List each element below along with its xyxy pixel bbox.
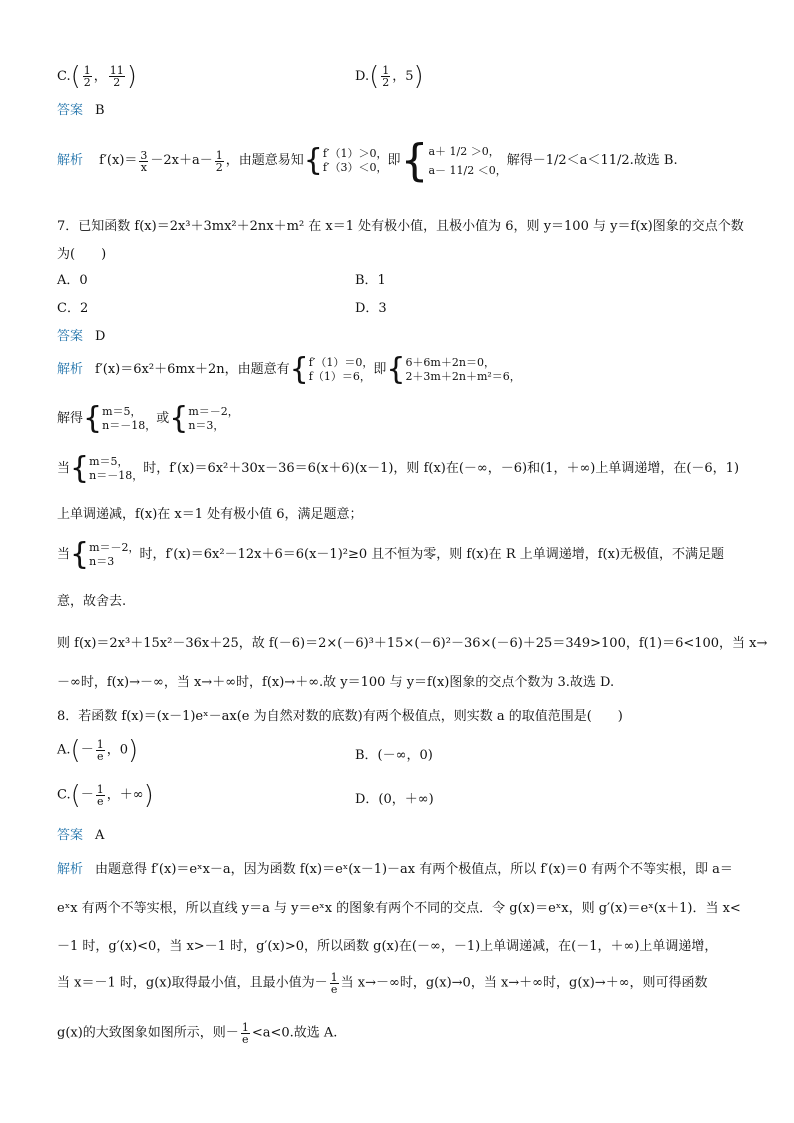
paren: (	[70, 61, 81, 92]
numerator: 1	[215, 148, 223, 162]
denominator: e	[96, 750, 104, 763]
option-label: C.	[57, 787, 71, 803]
brace: {	[303, 143, 323, 178]
equation: 2＋3m＋2n＋m²＝6，	[405, 370, 521, 383]
answer-value: B	[95, 103, 105, 118]
q7-analysis-line6: 意，故舍去.	[57, 594, 127, 609]
option-label: D.	[355, 69, 370, 84]
value: 5	[405, 69, 414, 84]
q7-analysis-line4: 上单调递减，f(x)在 x＝1 处有极小值 6，满足题意；	[57, 507, 363, 522]
equation-system	[309, 356, 374, 384]
numerator: 11	[109, 64, 124, 77]
text: 时，f′(x)＝6x²－12x＋6＝6(x－1)²≥0 且不恒为零，则 f(x)在 R 上单调递增，f(x)无极值，不满足题	[139, 547, 725, 562]
q7-option-d: D．3	[355, 301, 387, 316]
equation: m＝－2，	[188, 405, 239, 418]
paren: )	[127, 735, 139, 766]
text: g(x)的大致图象如图所示，则－	[57, 1025, 239, 1041]
q8-answer	[57, 826, 104, 846]
brace: {	[169, 401, 189, 436]
text: 或	[156, 411, 170, 426]
fraction	[109, 65, 125, 88]
analysis-label: 解析	[57, 153, 84, 168]
equation-system	[89, 541, 139, 569]
equation: n＝－18，	[89, 469, 144, 482]
brace: {	[400, 135, 429, 186]
analysis-label: 解析	[57, 862, 84, 877]
brace: {	[289, 352, 309, 387]
paren: (	[369, 61, 380, 92]
equation: m＝5，	[89, 455, 129, 468]
q6-option-c: C.( $\frac{1}{2}$ ， $\frac{11}{2}$ )	[57, 61, 137, 92]
q8-analysis-line1	[57, 860, 733, 880]
text: 由题意得 f′(x)＝eˣx－a，因为函数 f(x)＝eˣ(x－1)－ax 有两个极值点，所以 f′(x)＝0 有两个不等实根，即 a＝	[95, 862, 733, 877]
equation: f（1）＝6，	[308, 370, 371, 383]
text: －2x＋a－	[150, 153, 213, 168]
numerator: 1	[330, 971, 338, 984]
denominator: e	[97, 795, 104, 808]
equation: n＝3，	[188, 419, 225, 432]
q7-answer	[57, 327, 105, 347]
option-label: A.	[57, 742, 71, 758]
text: ，由题意易知	[225, 153, 304, 168]
equation: n＝－18，	[102, 419, 157, 432]
brace: {	[83, 401, 103, 436]
equation: f′（3）＜0，	[322, 161, 388, 174]
equation: f′（1）＝0，	[308, 356, 374, 369]
equation: a－ 11/2 ＜0，	[428, 164, 507, 177]
text: .故选 B.	[629, 153, 678, 168]
value: 1/2	[545, 153, 567, 168]
text: 当	[57, 461, 71, 476]
equation-system	[323, 147, 388, 175]
fraction	[83, 65, 92, 88]
fraction	[381, 65, 390, 88]
numerator: 1	[382, 64, 390, 77]
equation-system	[188, 405, 238, 433]
q8-analysis-line2: eˣx 有两个不等实根，所以直线 y＝a 与 y＝eˣx 的图象有两个不同的交点．令 g(x)＝eˣx，则 g′(x)＝eˣ(x＋1)．当 x<	[57, 901, 741, 916]
q7-analysis-line7: 则 f(x)＝2x³＋15x²－36x＋25，故 f(－6)＝2×(－6)³＋15×(－6)²－36×(－6)＋25＝349>100，f(1)＝6<100，当 x→	[57, 636, 768, 651]
answer-label: 答案	[57, 329, 84, 344]
text: 解得	[57, 411, 84, 426]
text: ，0	[106, 742, 128, 758]
q8-stem: 8．若函数 f(x)＝(x－1)eˣ－ax(e 为自然对数的底数)有两个极值点，则实数 a 的取值范围是( )	[57, 709, 623, 724]
q7-analysis-line8: －∞时，f(x)→－∞，当 x→＋∞时，f(x)→＋∞.故 y＝100 与 y＝f(x)图象的交点个数为 3.故选 D.	[57, 675, 615, 690]
denominator: 2	[215, 160, 223, 174]
q7-option-a: A．0	[57, 273, 88, 288]
q7-stem-line2: 为( )	[57, 247, 107, 262]
q8-analysis-line4	[57, 972, 708, 1008]
fraction	[96, 739, 105, 762]
text: 即	[373, 362, 387, 377]
q7-analysis-line5	[57, 537, 725, 575]
fraction	[139, 150, 148, 173]
q8-option-c: C.(－ $\frac{1}{e}$ ，＋∞)	[57, 780, 154, 811]
q7-analysis-line2	[57, 401, 239, 439]
text: 当	[57, 547, 71, 562]
answer-value: D	[95, 329, 106, 344]
equation-system	[89, 455, 143, 483]
equation: m＝5，	[102, 405, 142, 418]
brace: {	[386, 352, 406, 387]
equation: n＝3	[89, 555, 115, 568]
q8-analysis-line5	[57, 1022, 337, 1058]
numerator: 1	[241, 1021, 249, 1034]
q8-option-d: D．(0，＋∞)	[355, 792, 434, 807]
paren: )	[143, 780, 154, 811]
text: 时，f′(x)＝6x²＋30x－36＝6(x＋6)(x－1)，则 f(x)在(－∞，－6)和(1，＋∞)上单调递增，在(－6，1)	[143, 461, 740, 476]
denominator: e	[242, 1033, 249, 1046]
equation-system	[428, 142, 506, 180]
answer-value: A	[95, 828, 105, 843]
analysis-label: 解析	[57, 362, 84, 377]
numerator: 1	[96, 783, 104, 796]
text: 解得－	[506, 153, 546, 168]
q8-analysis-line3: －1 时，g′(x)<0，当 x>－1 时，g′(x)>0，所以函数 g(x)在(－∞，－1)上单调递减，在(－1，＋∞)上单调递增，	[57, 939, 718, 954]
q6-analysis	[57, 135, 678, 192]
q7-stem-line1: 7．已知函数 f(x)＝2x³＋3mx²＋2nx＋m² 在 x＝1 处有极小值，且极小值为 6，则 y＝100 与 y＝f(x)图象的交点个数	[57, 219, 744, 234]
paren: (	[70, 780, 81, 811]
equation: m＝－2，	[89, 541, 140, 554]
q7-analysis-line1	[57, 352, 521, 390]
q7-option-b: B．1	[355, 273, 386, 288]
text: 当 x→－∞时，g(x)→0，当 x→＋∞时，g(x)→＋∞，则可得函数	[340, 975, 708, 991]
numerator: 3	[140, 148, 148, 162]
q6-option-d: D.( $\frac{1}{2}$ ，5)	[355, 61, 424, 92]
text: 即	[387, 153, 401, 168]
denominator: e	[330, 983, 338, 996]
value: 11/2	[600, 153, 630, 168]
denominator: 2	[382, 76, 390, 89]
text: ＜a＜	[566, 153, 601, 168]
denominator: x	[140, 160, 148, 174]
paren: )	[126, 61, 137, 92]
text: ，＋∞	[106, 787, 144, 803]
denominator: 2	[113, 76, 121, 89]
numerator: 1	[96, 738, 104, 751]
q7-option-c: C．2	[57, 301, 89, 316]
answer-label: 答案	[57, 103, 84, 118]
fraction	[215, 150, 224, 173]
q6-answer	[57, 101, 105, 121]
fraction	[241, 1022, 250, 1045]
text: f′(x)＝6x²＋6mx＋2n，由题意有	[95, 362, 290, 377]
answer-label: 答案	[57, 828, 84, 843]
text: 当 x＝－1 时，g(x)取得最小值，且最小值为－	[57, 975, 328, 991]
brace: {	[70, 537, 90, 572]
fraction	[96, 784, 105, 807]
fraction	[330, 972, 339, 995]
text: f′(x)＝	[99, 153, 138, 168]
option-label: C.	[57, 69, 71, 84]
q7-analysis-line3	[57, 451, 740, 489]
text: <a<0.故选 A.	[251, 1025, 338, 1041]
paren: (	[70, 735, 81, 766]
brace: {	[70, 451, 90, 486]
denominator: 2	[83, 76, 91, 89]
equation-system	[102, 405, 156, 433]
equation: a＋ 1/2 ＞0，	[428, 145, 500, 158]
numerator: 1	[83, 64, 91, 77]
equation: 6＋6m＋2n＝0，	[405, 356, 495, 369]
equation-system	[405, 356, 520, 384]
paren: )	[413, 61, 424, 92]
equation: f′（1）＞0，	[322, 147, 388, 160]
q8-option-b: B．(－∞，0)	[355, 748, 433, 763]
q8-option-a: A.(－ $\frac{1}{e}$ ，0)	[57, 735, 139, 766]
